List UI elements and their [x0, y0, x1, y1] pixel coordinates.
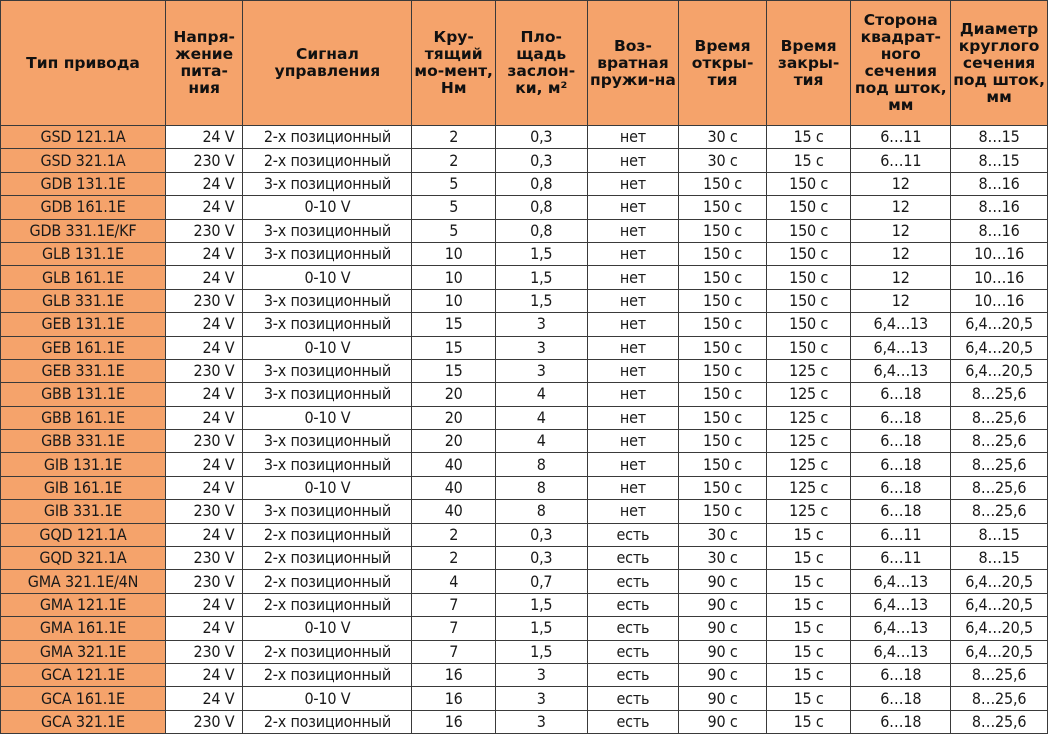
cell-spring: нет	[587, 126, 679, 149]
cell-voltage: 24 V	[165, 476, 242, 499]
cell-close-time: 125 с	[766, 359, 851, 382]
cell-signal: 2-х позиционный	[243, 710, 412, 733]
cell-voltage: 230 V	[165, 289, 242, 312]
cell-open-time: 30 с	[679, 547, 767, 570]
cell-round-shaft: 8…25,6	[951, 663, 1048, 686]
cell-torque: 2	[412, 149, 496, 172]
cell-close-time: 150 с	[766, 266, 851, 289]
cell-type: GSD 121.1A	[1, 126, 166, 149]
cell-round-shaft: 8…16	[951, 172, 1048, 195]
cell-round-shaft: 8…25,6	[951, 383, 1048, 406]
cell-type: GDB 331.1E/KF	[1, 219, 166, 242]
cell-round-shaft: 8…15	[951, 126, 1048, 149]
cell-torque: 10	[412, 289, 496, 312]
cell-area: 3	[495, 359, 587, 382]
cell-torque: 5	[412, 219, 496, 242]
header-round-shaft: Диаметр круглого сечения под шток, мм	[951, 1, 1048, 126]
cell-type: GIB 331.1E	[1, 500, 166, 523]
cell-type: GEB 331.1E	[1, 359, 166, 382]
table-row	[1, 663, 1048, 686]
cell-voltage: 24 V	[165, 453, 242, 476]
cell-open-time: 150 с	[679, 266, 767, 289]
cell-area: 4	[495, 430, 587, 453]
cell-voltage: 230 V	[165, 219, 242, 242]
cell-round-shaft: 8…16	[951, 219, 1048, 242]
table-row	[1, 242, 1048, 265]
cell-spring: есть	[587, 663, 679, 686]
cell-voltage: 230 V	[165, 570, 242, 593]
cell-round-shaft: 8…15	[951, 149, 1048, 172]
cell-open-time: 90 с	[679, 663, 767, 686]
cell-area: 1,5	[495, 617, 587, 640]
cell-type: GBB 131.1E	[1, 383, 166, 406]
table-row	[1, 196, 1048, 219]
cell-voltage: 24 V	[165, 383, 242, 406]
cell-voltage: 24 V	[165, 523, 242, 546]
cell-voltage: 230 V	[165, 710, 242, 733]
cell-signal: 0-10 V	[243, 196, 412, 219]
table-row	[1, 172, 1048, 195]
cell-type: GBB 161.1E	[1, 406, 166, 429]
cell-signal: 2-х позиционный	[243, 523, 412, 546]
cell-area: 0,3	[495, 149, 587, 172]
cell-square-shaft: 6…18	[851, 476, 951, 499]
cell-area: 4	[495, 383, 587, 406]
table-row	[1, 710, 1048, 733]
cell-spring: нет	[587, 266, 679, 289]
cell-round-shaft: 10…16	[951, 242, 1048, 265]
cell-open-time: 90 с	[679, 710, 767, 733]
cell-voltage: 24 V	[165, 126, 242, 149]
cell-torque: 15	[412, 336, 496, 359]
cell-area: 3	[495, 687, 587, 710]
cell-spring: нет	[587, 219, 679, 242]
cell-open-time: 150 с	[679, 430, 767, 453]
cell-open-time: 30 с	[679, 523, 767, 546]
cell-close-time: 150 с	[766, 219, 851, 242]
cell-type: GQD 121.1A	[1, 523, 166, 546]
cell-area: 8	[495, 453, 587, 476]
header-square-shaft: Сторона квадрат-ного сечения под шток, мм	[851, 1, 951, 126]
cell-signal: 0-10 V	[243, 617, 412, 640]
cell-close-time: 15 с	[766, 617, 851, 640]
cell-round-shaft: 6,4…20,5	[951, 640, 1048, 663]
cell-type: GSD 321.1A	[1, 149, 166, 172]
cell-square-shaft: 6…11	[851, 547, 951, 570]
cell-round-shaft: 6,4…20,5	[951, 359, 1048, 382]
cell-spring: есть	[587, 617, 679, 640]
cell-torque: 16	[412, 710, 496, 733]
cell-torque: 16	[412, 687, 496, 710]
cell-voltage: 24 V	[165, 242, 242, 265]
cell-spring: нет	[587, 430, 679, 453]
cell-torque: 15	[412, 313, 496, 336]
cell-spring: нет	[587, 242, 679, 265]
cell-voltage: 230 V	[165, 547, 242, 570]
cell-spring: есть	[587, 710, 679, 733]
cell-spring: нет	[587, 476, 679, 499]
cell-open-time: 150 с	[679, 219, 767, 242]
cell-spring: есть	[587, 547, 679, 570]
cell-voltage: 24 V	[165, 663, 242, 686]
cell-signal: 3-х позиционный	[243, 430, 412, 453]
cell-spring: есть	[587, 640, 679, 663]
header-damper-area: Пло-щадь заслон-ки, м²	[495, 1, 587, 126]
cell-signal: 3-х позиционный	[243, 453, 412, 476]
cell-type: GCA 161.1E	[1, 687, 166, 710]
cell-open-time: 30 с	[679, 126, 767, 149]
cell-round-shaft: 8…25,6	[951, 476, 1048, 499]
cell-square-shaft: 6,4…13	[851, 593, 951, 616]
cell-area: 0,3	[495, 547, 587, 570]
cell-close-time: 125 с	[766, 453, 851, 476]
cell-type: GIB 131.1E	[1, 453, 166, 476]
cell-spring: нет	[587, 313, 679, 336]
cell-close-time: 125 с	[766, 476, 851, 499]
cell-signal: 0-10 V	[243, 687, 412, 710]
cell-spring: нет	[587, 289, 679, 312]
cell-spring: нет	[587, 406, 679, 429]
table-row	[1, 570, 1048, 593]
cell-close-time: 15 с	[766, 570, 851, 593]
table-row	[1, 336, 1048, 359]
cell-area: 0,3	[495, 126, 587, 149]
cell-signal: 2-х позиционный	[243, 640, 412, 663]
cell-signal: 2-х позиционный	[243, 593, 412, 616]
cell-signal: 2-х позиционный	[243, 570, 412, 593]
cell-type: GDB 161.1E	[1, 196, 166, 219]
cell-type: GMA 121.1E	[1, 593, 166, 616]
cell-close-time: 150 с	[766, 242, 851, 265]
table-row	[1, 289, 1048, 312]
cell-square-shaft: 12	[851, 172, 951, 195]
cell-voltage: 24 V	[165, 266, 242, 289]
header-closing-time: Время закры-тия	[766, 1, 851, 126]
table-header-row	[1, 1, 1048, 126]
table-row	[1, 430, 1048, 453]
cell-square-shaft: 6…18	[851, 710, 951, 733]
cell-square-shaft: 12	[851, 289, 951, 312]
table-row	[1, 687, 1048, 710]
cell-open-time: 150 с	[679, 476, 767, 499]
cell-square-shaft: 6…18	[851, 687, 951, 710]
cell-square-shaft: 6,4…13	[851, 570, 951, 593]
cell-close-time: 150 с	[766, 196, 851, 219]
cell-area: 8	[495, 500, 587, 523]
cell-square-shaft: 6,4…13	[851, 359, 951, 382]
table-row	[1, 617, 1048, 640]
cell-spring: нет	[587, 453, 679, 476]
cell-signal: 0-10 V	[243, 406, 412, 429]
cell-torque: 16	[412, 663, 496, 686]
cell-voltage: 24 V	[165, 313, 242, 336]
cell-square-shaft: 6…18	[851, 383, 951, 406]
cell-type: GMA 321.1E/4N	[1, 570, 166, 593]
table-row	[1, 640, 1048, 663]
cell-open-time: 150 с	[679, 289, 767, 312]
cell-spring: нет	[587, 149, 679, 172]
cell-round-shaft: 8…25,6	[951, 453, 1048, 476]
cell-round-shaft: 6,4…20,5	[951, 617, 1048, 640]
cell-spring: нет	[587, 336, 679, 359]
cell-close-time: 125 с	[766, 430, 851, 453]
cell-voltage: 230 V	[165, 149, 242, 172]
cell-open-time: 150 с	[679, 359, 767, 382]
table-row	[1, 219, 1048, 242]
cell-signal: 2-х позиционный	[243, 547, 412, 570]
table-row	[1, 266, 1048, 289]
cell-square-shaft: 6…18	[851, 430, 951, 453]
table-row	[1, 500, 1048, 523]
cell-round-shaft: 10…16	[951, 289, 1048, 312]
cell-torque: 4	[412, 570, 496, 593]
cell-torque: 2	[412, 126, 496, 149]
cell-round-shaft: 8…25,6	[951, 687, 1048, 710]
cell-close-time: 150 с	[766, 289, 851, 312]
cell-square-shaft: 6,4…13	[851, 313, 951, 336]
table-row	[1, 547, 1048, 570]
cell-square-shaft: 6…11	[851, 523, 951, 546]
cell-square-shaft: 6…18	[851, 500, 951, 523]
cell-voltage: 24 V	[165, 196, 242, 219]
cell-voltage: 230 V	[165, 359, 242, 382]
cell-signal: 0-10 V	[243, 266, 412, 289]
cell-open-time: 30 с	[679, 149, 767, 172]
cell-spring: есть	[587, 687, 679, 710]
cell-torque: 20	[412, 430, 496, 453]
cell-close-time: 150 с	[766, 313, 851, 336]
cell-round-shaft: 6,4…20,5	[951, 313, 1048, 336]
cell-open-time: 90 с	[679, 687, 767, 710]
header-torque: Кру-тящий мо-мент, Нм	[412, 1, 496, 126]
cell-type: GBB 331.1E	[1, 430, 166, 453]
table-row	[1, 359, 1048, 382]
cell-close-time: 125 с	[766, 406, 851, 429]
cell-round-shaft: 8…25,6	[951, 500, 1048, 523]
cell-type: GIB 161.1E	[1, 476, 166, 499]
cell-torque: 7	[412, 617, 496, 640]
cell-square-shaft: 6…11	[851, 126, 951, 149]
cell-open-time: 150 с	[679, 383, 767, 406]
cell-torque: 40	[412, 500, 496, 523]
cell-type: GCA 321.1E	[1, 710, 166, 733]
table-row	[1, 406, 1048, 429]
cell-close-time: 15 с	[766, 710, 851, 733]
cell-square-shaft: 12	[851, 242, 951, 265]
cell-torque: 40	[412, 476, 496, 499]
cell-signal: 3-х позиционный	[243, 500, 412, 523]
cell-type: GEB 131.1E	[1, 313, 166, 336]
header-supply-voltage: Напря-жение пита-ния	[165, 1, 242, 126]
cell-spring: нет	[587, 172, 679, 195]
cell-signal: 0-10 V	[243, 336, 412, 359]
cell-torque: 7	[412, 593, 496, 616]
cell-voltage: 24 V	[165, 617, 242, 640]
cell-torque: 5	[412, 172, 496, 195]
cell-round-shaft: 10…16	[951, 266, 1048, 289]
cell-torque: 2	[412, 547, 496, 570]
cell-square-shaft: 12	[851, 266, 951, 289]
cell-square-shaft: 6…11	[851, 149, 951, 172]
cell-signal: 0-10 V	[243, 476, 412, 499]
cell-torque: 40	[412, 453, 496, 476]
cell-spring: нет	[587, 359, 679, 382]
cell-open-time: 150 с	[679, 242, 767, 265]
cell-signal: 2-х позиционный	[243, 149, 412, 172]
cell-signal: 2-х позиционный	[243, 126, 412, 149]
header-return-spring: Воз-вратная пружи-на	[587, 1, 679, 126]
cell-torque: 15	[412, 359, 496, 382]
cell-round-shaft: 8…25,6	[951, 430, 1048, 453]
cell-spring: есть	[587, 570, 679, 593]
cell-voltage: 24 V	[165, 687, 242, 710]
cell-area: 0,7	[495, 570, 587, 593]
cell-torque: 2	[412, 523, 496, 546]
table-row	[1, 453, 1048, 476]
cell-area: 1,5	[495, 242, 587, 265]
cell-voltage: 230 V	[165, 640, 242, 663]
cell-torque: 10	[412, 266, 496, 289]
cell-type: GLB 331.1E	[1, 289, 166, 312]
cell-torque: 20	[412, 383, 496, 406]
table-row	[1, 593, 1048, 616]
cell-square-shaft: 6,4…13	[851, 617, 951, 640]
cell-close-time: 15 с	[766, 593, 851, 616]
cell-area: 0,8	[495, 219, 587, 242]
cell-square-shaft: 6…18	[851, 453, 951, 476]
cell-square-shaft: 12	[851, 219, 951, 242]
cell-close-time: 125 с	[766, 383, 851, 406]
cell-open-time: 150 с	[679, 406, 767, 429]
cell-round-shaft: 8…15	[951, 523, 1048, 546]
cell-close-time: 15 с	[766, 126, 851, 149]
cell-signal: 3-х позиционный	[243, 172, 412, 195]
cell-area: 1,5	[495, 640, 587, 663]
cell-type: GCA 121.1E	[1, 663, 166, 686]
cell-spring: нет	[587, 196, 679, 219]
cell-close-time: 15 с	[766, 687, 851, 710]
cell-round-shaft: 8…25,6	[951, 406, 1048, 429]
cell-signal: 3-х позиционный	[243, 289, 412, 312]
cell-spring: нет	[587, 500, 679, 523]
cell-open-time: 90 с	[679, 617, 767, 640]
table-row	[1, 476, 1048, 499]
cell-square-shaft: 12	[851, 196, 951, 219]
cell-area: 1,5	[495, 266, 587, 289]
header-actuator-type: Тип привода	[1, 1, 166, 126]
cell-area: 3	[495, 663, 587, 686]
cell-close-time: 15 с	[766, 663, 851, 686]
cell-type: GMA 321.1E	[1, 640, 166, 663]
cell-area: 3	[495, 336, 587, 359]
cell-area: 1,5	[495, 593, 587, 616]
cell-square-shaft: 6,4…13	[851, 640, 951, 663]
cell-type: GQD 321.1A	[1, 547, 166, 570]
cell-voltage: 24 V	[165, 336, 242, 359]
cell-open-time: 150 с	[679, 196, 767, 219]
table-row	[1, 126, 1048, 149]
cell-round-shaft: 6,4…20,5	[951, 336, 1048, 359]
table-body	[1, 126, 1048, 734]
cell-round-shaft: 6,4…20,5	[951, 593, 1048, 616]
table-row	[1, 523, 1048, 546]
header-control-signal: Сигнал управления	[243, 1, 412, 126]
cell-open-time: 150 с	[679, 453, 767, 476]
cell-close-time: 150 с	[766, 336, 851, 359]
cell-voltage: 24 V	[165, 172, 242, 195]
cell-signal: 2-х позиционный	[243, 663, 412, 686]
cell-close-time: 150 с	[766, 172, 851, 195]
cell-open-time: 90 с	[679, 570, 767, 593]
cell-open-time: 150 с	[679, 313, 767, 336]
cell-close-time: 15 с	[766, 547, 851, 570]
cell-area: 4	[495, 406, 587, 429]
cell-area: 1,5	[495, 289, 587, 312]
cell-type: GMA 161.1E	[1, 617, 166, 640]
cell-square-shaft: 6,4…13	[851, 336, 951, 359]
cell-torque: 7	[412, 640, 496, 663]
cell-square-shaft: 6…18	[851, 663, 951, 686]
cell-close-time: 15 с	[766, 149, 851, 172]
cell-area: 3	[495, 710, 587, 733]
cell-voltage: 230 V	[165, 500, 242, 523]
cell-spring: нет	[587, 383, 679, 406]
cell-round-shaft: 8…16	[951, 196, 1048, 219]
table-row	[1, 383, 1048, 406]
cell-area: 0,8	[495, 172, 587, 195]
cell-signal: 3-х позиционный	[243, 242, 412, 265]
cell-torque: 10	[412, 242, 496, 265]
cell-type: GLB 131.1E	[1, 242, 166, 265]
cell-type: GLB 161.1E	[1, 266, 166, 289]
table-row	[1, 313, 1048, 336]
cell-spring: есть	[587, 523, 679, 546]
cell-area: 0,3	[495, 523, 587, 546]
cell-signal: 3-х позиционный	[243, 383, 412, 406]
cell-signal: 3-х позиционный	[243, 313, 412, 336]
cell-area: 0,8	[495, 196, 587, 219]
cell-area: 3	[495, 313, 587, 336]
cell-type: GEB 161.1E	[1, 336, 166, 359]
cell-open-time: 90 с	[679, 593, 767, 616]
cell-close-time: 15 с	[766, 523, 851, 546]
cell-open-time: 150 с	[679, 500, 767, 523]
cell-signal: 3-х позиционный	[243, 219, 412, 242]
cell-voltage: 230 V	[165, 430, 242, 453]
cell-torque: 20	[412, 406, 496, 429]
cell-area: 8	[495, 476, 587, 499]
cell-square-shaft: 6…18	[851, 406, 951, 429]
header-opening-time: Время откры-тия	[679, 1, 767, 126]
cell-torque: 5	[412, 196, 496, 219]
cell-open-time: 90 с	[679, 640, 767, 663]
cell-close-time: 15 с	[766, 640, 851, 663]
cell-open-time: 150 с	[679, 172, 767, 195]
cell-voltage: 24 V	[165, 593, 242, 616]
cell-open-time: 150 с	[679, 336, 767, 359]
cell-signal: 3-х позиционный	[243, 359, 412, 382]
cell-round-shaft: 8…25,6	[951, 710, 1048, 733]
cell-close-time: 125 с	[766, 500, 851, 523]
table-row	[1, 149, 1048, 172]
cell-spring: есть	[587, 593, 679, 616]
cell-round-shaft: 8…15	[951, 547, 1048, 570]
cell-voltage: 24 V	[165, 406, 242, 429]
cell-round-shaft: 6,4…20,5	[951, 570, 1048, 593]
cell-type: GDB 131.1E	[1, 172, 166, 195]
